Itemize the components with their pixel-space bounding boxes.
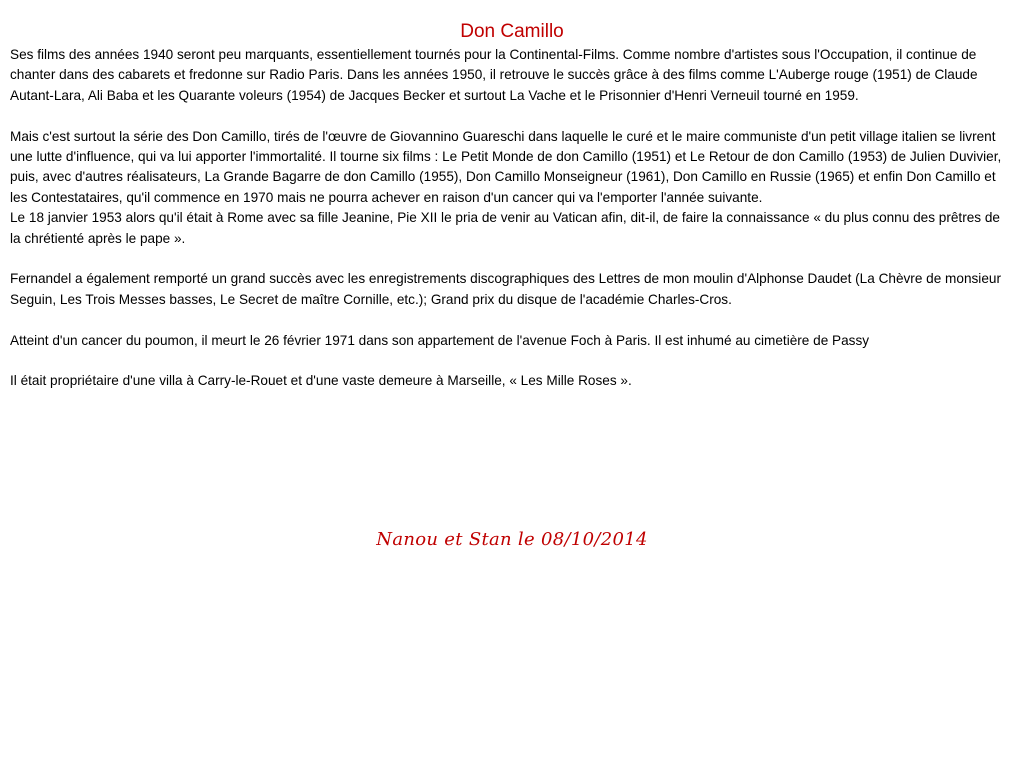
- paragraph-spacer: [10, 106, 1014, 126]
- paragraph-spacer: [10, 351, 1014, 371]
- slide-title: Don Camillo: [460, 21, 564, 42]
- slide-body: [10, 45, 1014, 392]
- paragraph-spacer: [10, 249, 1014, 269]
- paragraph-properties: Il était propriétaire d'une villa à Carry-le-Rouet et d'une vaste demeure à Marseille, « Les Mille Roses ».: [10, 373, 632, 389]
- paragraph-don-camillo-series: Mais c'est surtout la série des Don Camillo, tirés de l'œuvre de Giovannino Guareschi dans laquelle le curé et le maire communiste d'un petit village italien se livrent une lutte d'influence, qui va lui apporter l'immortalité. Il tourne six films : Le Petit Monde de don Camillo (1951) et Le Retour de don Camillo (1953) de Julien Duvivier, puis, avec d'autres réalisateurs, La Grande Bagarre de don Camillo (1955), Don Camillo Monseigneur (1961), Don Camillo en Russie (1965) et enfin Don Camillo et les Contestataires, qu'il commence en 1970 mais ne pourra achever en raison d'un cancer qui va l'emporter l'année suivante.: [10, 128, 1002, 205]
- paragraph-films-1940s: Ses films des années 1940 seront peu marquants, essentiellement tournés pour la Continental-Films. Comme nombre d'artistes sous l'Occupation, il continue de chanter dans des cabarets et fredonne sur Radio Paris. Dans les années 1950, il retrouve le succès grâce à des films comme L'Auberge rouge (1951) de Claude Autant-Lara, Ali Baba et les Quarante voleurs (1954) de Jacques Becker et surtout La Vache et le Prisonnier d'Henri Verneuil tourné en 1959.: [10, 47, 978, 103]
- paragraph-discography: Fernandel a également remporté un grand succès avec les enregistrements discographiques des Lettres de mon moulin d'Alphonse Daudet (La Chèvre de monsieur Seguin, Les Trois Messes basses, Le Secret de maître Cornille, etc.); Grand prix du disque de l'académie Charles-Cros.: [10, 271, 1001, 307]
- paragraph-spacer: [10, 310, 1014, 330]
- paragraph-death: Atteint d'un cancer du poumon, il meurt le 26 février 1971 dans son appartement de l'avenue Foch à Paris. Il est inhumé au cimetière de Passy: [10, 332, 870, 348]
- paragraph-vatican-visit: Le 18 janvier 1953 alors qu'il était à Rome avec sa fille Jeanine, Pie XII le pria de venir au Vatican afin, dit-il, de faire la connaissance « du plus connu des prêtres de la chrétienté après le pape ».: [10, 210, 1000, 246]
- signature: Nanou et Stan le 08/10/2014: [376, 529, 648, 550]
